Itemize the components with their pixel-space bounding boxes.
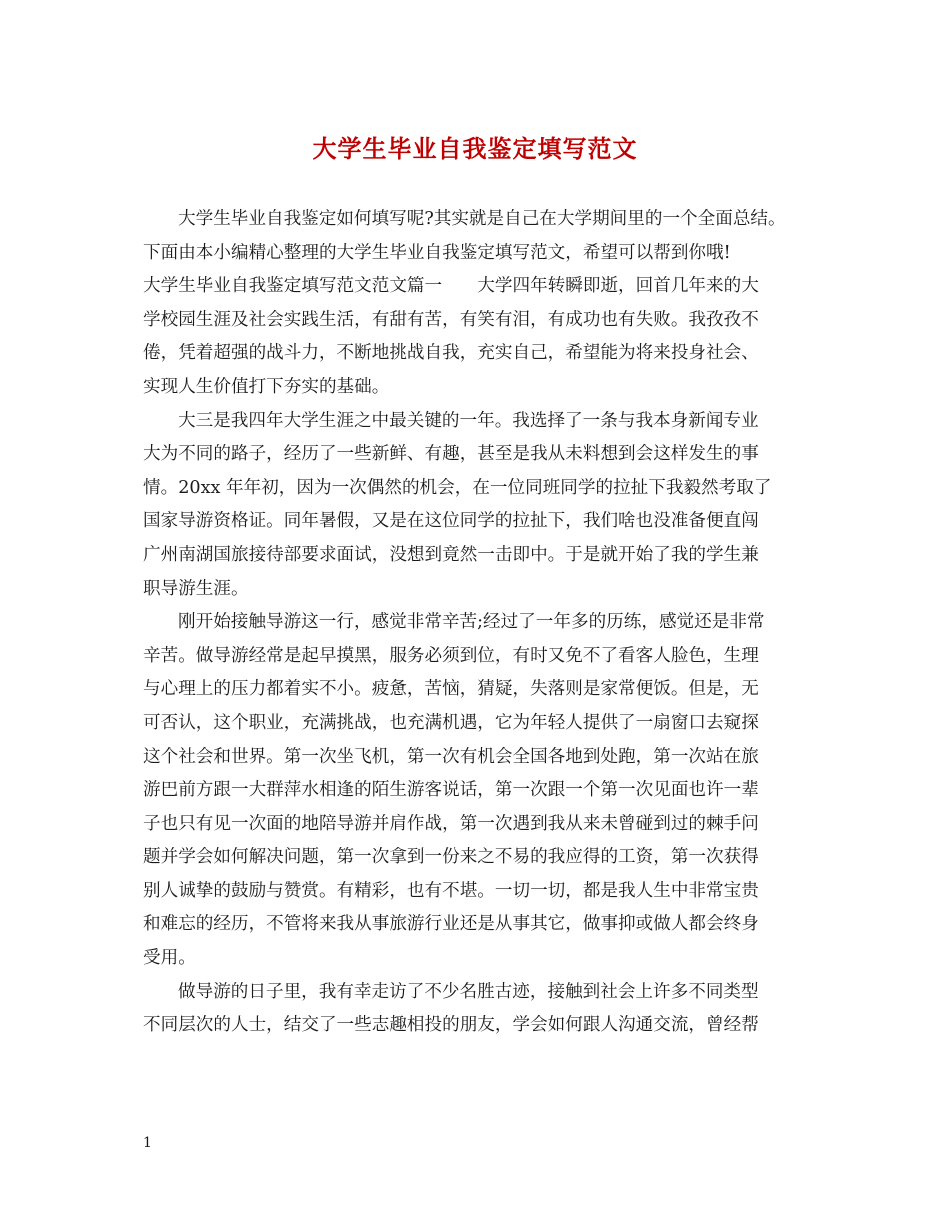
text-line: 国家导游资格证。同年暑假，又是在这位同学的拉扯下，我们啥也没准备便直闯 [143, 511, 759, 532]
text-line: 做导游的日子里，我有幸走访了不少名胜古迹，接触到社会上许多不同类型 [178, 981, 759, 1002]
text-line: 别人诚挚的鼓励与赞赏。有精彩，也有不堪。一切一切，都是我人生中非常宝贵 [143, 880, 759, 901]
text-line: 情。20xx 年年初，因为一次偶然的机会，在一位同班同学的拉扯下我毅然考取了 [143, 477, 772, 498]
text-line: 学校园生涯及社会实践生活，有甜有苦，有笑有泪，有成功也有失败。我孜孜不 [143, 309, 759, 330]
text-line: 大为不同的路子，经历了一些新鲜、有趣，甚至是我从未料想到会这样发生的事 [143, 444, 759, 465]
text-line: 受用。 [143, 948, 196, 969]
text-line: 可否认，这个职业，充满挑战，也充满机遇，它为年轻人提供了一扇窗口去窥探 [143, 712, 759, 733]
text-line: 和难忘的经历，不管将来我从事旅游行业还是从事其它，做事抑或做人都会终身 [143, 914, 759, 935]
text-line: 与心理上的压力都着实不小。疲惫，苦恼，猜疑，失落则是家常便饭。但是，无 [143, 679, 759, 700]
document-title: 大学生毕业自我鉴定填写范文 [312, 134, 638, 163]
text-line: 大学生毕业自我鉴定填写范文范文篇一 大学四年转瞬即逝，回首几年来的大 [143, 276, 759, 297]
text-line: 广州南湖国旅接待部要求面试，没想到竟然一击即中。于是就开始了我的学生兼 [143, 544, 759, 565]
document-body [143, 203, 813, 1043]
text-line: 题并学会如何解决问题，第一次拿到一份来之不易的我应得的工资，第一次获得 [143, 847, 759, 868]
text-line: 刚开始接触导游这一行，感觉非常辛苦;经过了一年多的历练，感觉还是非常 [178, 612, 765, 633]
text-line: 实现人生价值打下夯实的基础。 [143, 376, 390, 397]
text-line: 不同层次的人士，结交了一些志趣相投的朋友，学会如何跟人沟通交流，曾经帮 [143, 1015, 759, 1036]
page-number: 1 [143, 1135, 152, 1151]
text-line: 大三是我四年大学生涯之中最关键的一年。我选择了一条与我本身新闻专业 [178, 410, 759, 431]
text-line: 这个社会和世界。第一次坐飞机，第一次有机会全国各地到处跑，第一次站在旅 [143, 746, 759, 767]
text-line: 倦，凭着超强的战斗力，不断地挑战自我，充实自己，希望能为将来投身社会、 [143, 343, 759, 364]
text-line: 辛苦。做导游经常是起早摸黑，服务必须到位，有时又免不了看客人脸色，生理 [143, 645, 759, 666]
text-line: 下面由本小编精心整理的大学生毕业自我鉴定填写范文，希望可以帮到你哦! [143, 242, 731, 263]
text-line: 职导游生涯。 [143, 578, 249, 599]
text-line: 游巴前方跟一大群萍水相逢的陌生游客说话，第一次跟一个第一次见面也许一辈 [143, 780, 759, 801]
text-line: 子也只有见一次面的地陪导游并肩作战，第一次遇到我从来未曾碰到过的棘手问 [143, 813, 759, 834]
text-line: 大学生毕业自我鉴定如何填写呢?其实就是自己在大学期间里的一个全面总结。 [178, 209, 786, 229]
